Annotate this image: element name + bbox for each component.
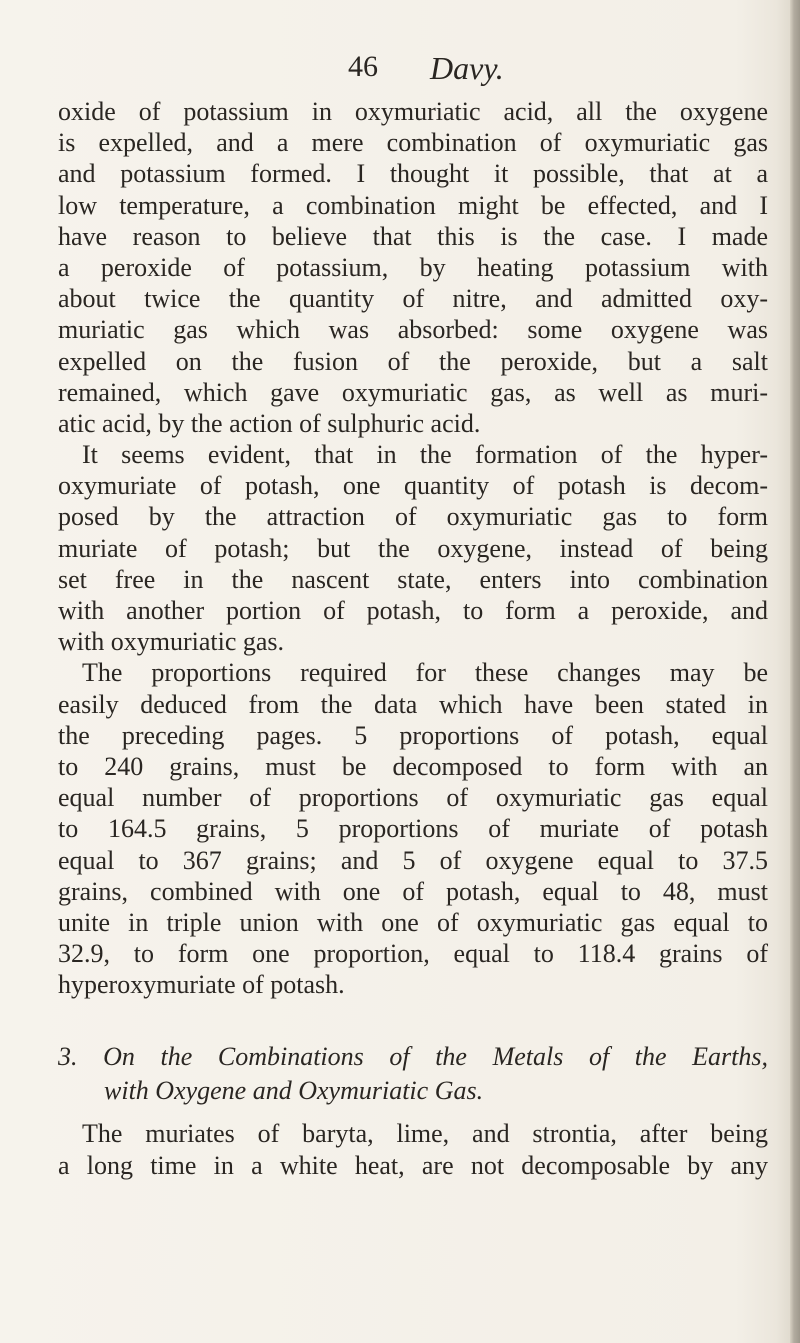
- text-line: easily deduced from the data which have been stated in: [58, 689, 768, 719]
- text-line: and potassium formed. I thought it possible, that at a: [58, 159, 768, 189]
- text-line: a long time in a white heat, are not decomposable by any: [58, 1150, 768, 1180]
- text-line: with oxymuriatic gas.: [58, 627, 285, 657]
- paragraph-2: [58, 439, 768, 657]
- text-line: hyperoxymuriate of potash.: [58, 970, 345, 1000]
- text-line: atic acid, by the action of sulphuric acid.: [58, 408, 481, 438]
- page-edge-shadow: [790, 0, 800, 1343]
- text-line: set free in the nascent state, enters into combination: [58, 564, 768, 594]
- text-line: posed by the attraction of oxymuriatic gas to form: [58, 502, 768, 532]
- text-line: equal to 367 grains; and 5 of oxygene equal to 37.5: [58, 845, 768, 875]
- text-line: to 164.5 grains, 5 proportions of muriate of potash: [58, 814, 768, 844]
- text-line: low temperature, a combination might be effected, and I: [58, 190, 768, 220]
- text-line: about twice the quantity of nitre, and admitted oxy-: [58, 284, 768, 314]
- text-line: The proportions required for these changes may be: [82, 658, 768, 688]
- body-text: [58, 96, 768, 1181]
- text-line: the preceding pages. 5 proportions of potash, equal: [58, 720, 768, 750]
- text-line: grains, combined with one of potash, equal to 48, must: [58, 876, 768, 906]
- heading-gap: [58, 1108, 768, 1118]
- heading-line: with Oxygene and Oxymuriatic Gas.: [104, 1076, 484, 1106]
- text-line: equal number of proportions of oxymuriatic gas equal: [58, 783, 768, 813]
- text-line: unite in triple union with one of oxymuriatic gas equal to: [58, 907, 768, 937]
- section-gap: [58, 1000, 768, 1040]
- text-line: oxide of potassium in oxymuriatic acid, all the oxygene: [58, 97, 768, 126]
- text-line: It seems evident, that in the formation of the hyper-: [82, 440, 768, 470]
- text-line: is expelled, and a mere combination of oxymuriatic gas: [58, 128, 768, 158]
- text-line: muriate of potash; but the oxygene, instead of being: [58, 533, 768, 563]
- text-line: with another portion of potash, to form a peroxide, and: [58, 596, 768, 625]
- heading-line: 3. On the Combinations of the Metals of the Earths,: [58, 1042, 768, 1072]
- page-header: [58, 50, 780, 94]
- text-line: have reason to believe that this is the case. I made: [58, 221, 768, 251]
- text-line: expelled on the fusion of the peroxide, but a salt: [58, 346, 768, 376]
- text-line: muriatic gas which was absorbed: some oxygene was: [58, 315, 768, 345]
- page-number: 46: [348, 50, 378, 83]
- paragraph-4: [58, 1118, 768, 1180]
- running-head: Davy.: [430, 50, 504, 86]
- section-heading: [58, 1040, 768, 1108]
- text-line: a peroxide of potassium, by heating potassium with: [58, 252, 768, 282]
- text-line: oxymuriate of potash, one quantity of potash is decom-: [58, 471, 768, 501]
- text-line: to 240 grains, must be decomposed to form with an: [58, 751, 768, 781]
- text-line: 32.9, to form one proportion, equal to 118.4 grains of: [58, 939, 768, 969]
- text-line: The muriates of baryta, lime, and strontia, after being: [82, 1119, 768, 1149]
- text-line: remained, which gave oxymuriatic gas, as well as muri-: [58, 377, 768, 407]
- paragraph-1: [58, 96, 768, 439]
- paragraph-3: [58, 657, 768, 1000]
